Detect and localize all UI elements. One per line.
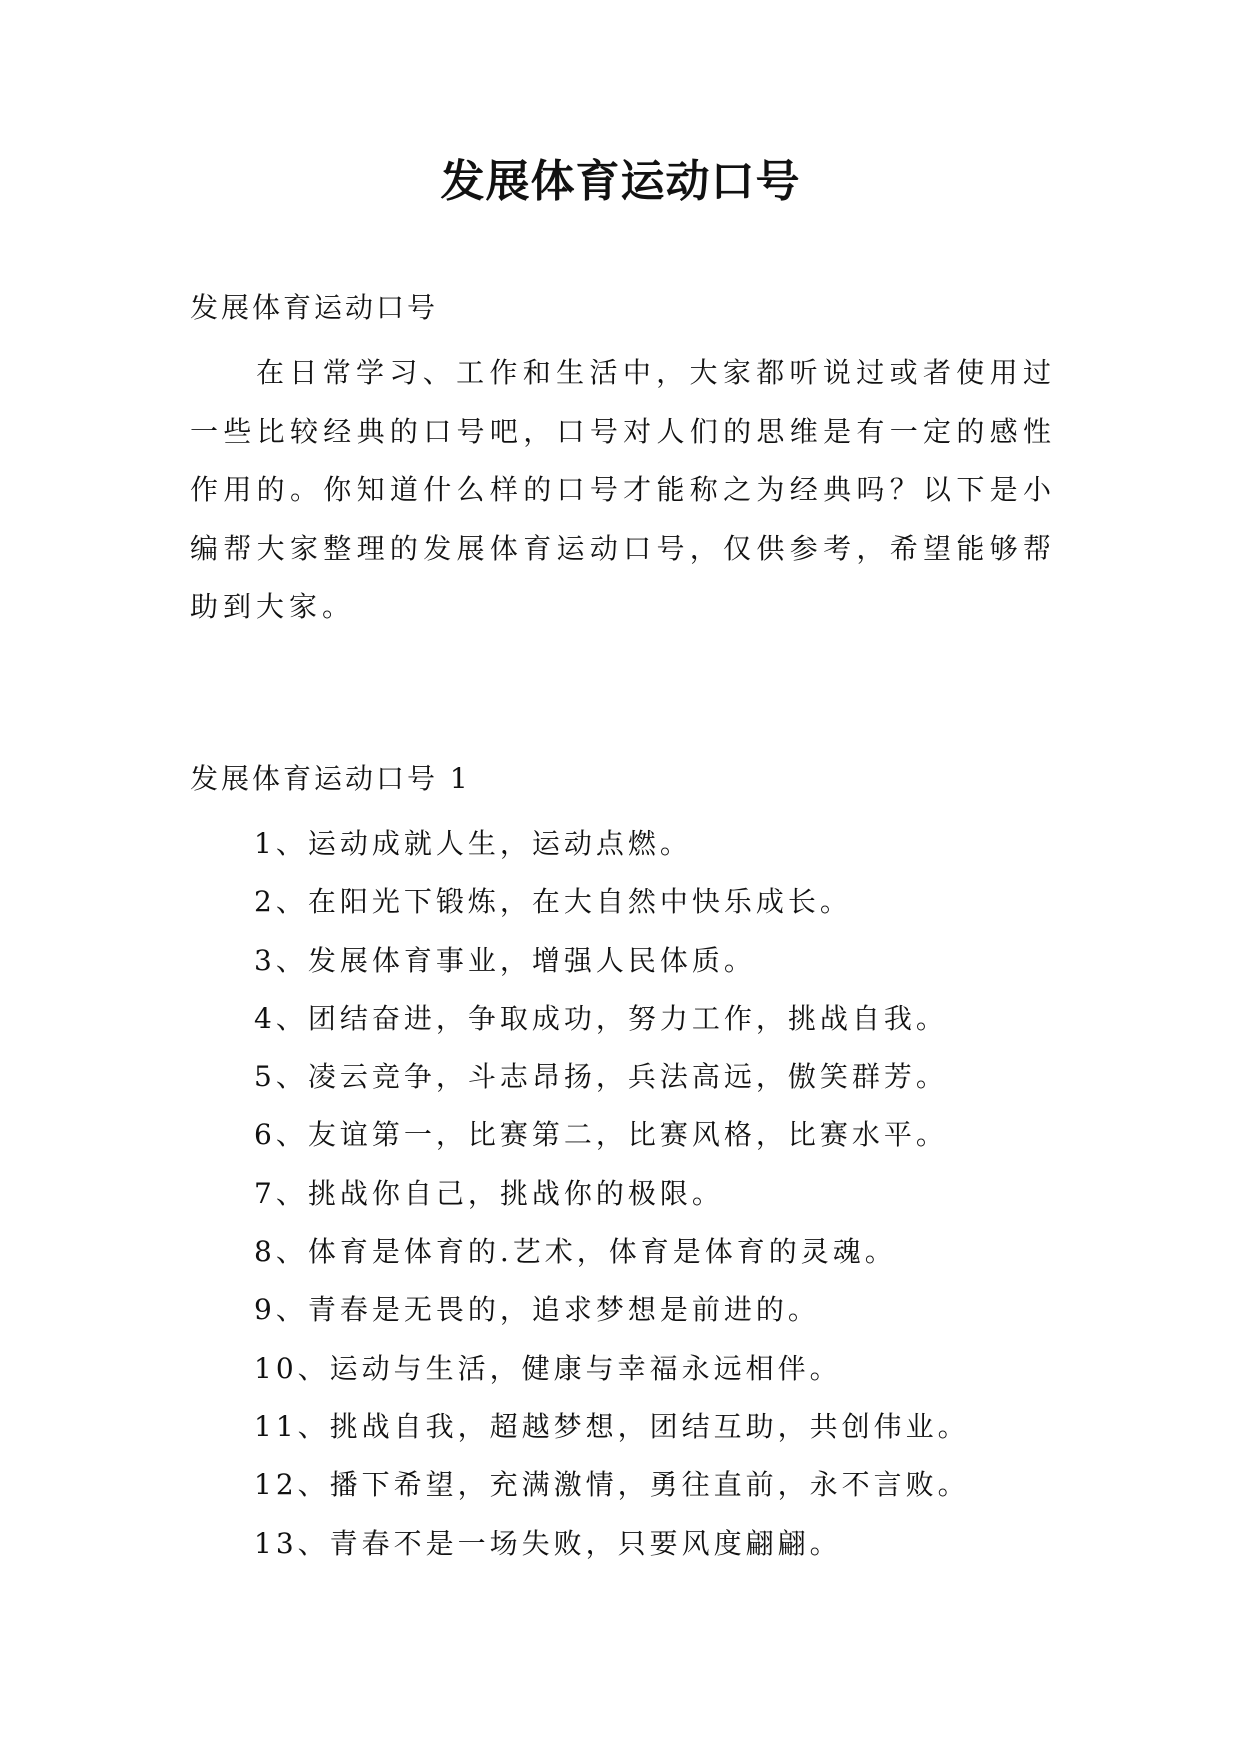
slogan-item-6: 6、友谊第一，比赛第二，比赛风格，比赛水平。 (254, 1118, 948, 1152)
slogan-item-4: 4、团结奋进，争取成功，努力工作，挑战自我。 (254, 1001, 948, 1035)
slogan-list (254, 815, 970, 1573)
document-title: 发展体育运动口号 (440, 156, 801, 207)
slogan-item-3: 3、发展体育事业，增强人民体质。 (254, 943, 756, 977)
slogan-item-2: 2、在阳光下锻炼，在大自然中快乐成长。 (254, 885, 852, 919)
slogan-item-1: 1、运动成就人生，运动点燃。 (254, 827, 692, 860)
intro-paragraph: 在日常学习、工作和生活中，大家都听说过或者使用过一些比较经典的口号吧，口号对人们的思维是有一定的感性作用的。你知道什么样的口号才能称之为经典吗？以下是小编帮大家整理的发展体育运动口号，仅供参考，希望能够帮助到大家。 (190, 356, 1056, 623)
slogan-item-8: 8、体育是体育的.艺术，体育是体育的灵魂。 (254, 1235, 897, 1269)
slogan-item-9: 9、青春是无畏的，追求梦想是前进的。 (254, 1293, 820, 1327)
slogan-item-13: 13、青春不是一场失败，只要风度翩翩。 (254, 1526, 842, 1560)
section-heading: 发展体育运动口号 1 (190, 762, 471, 795)
slogan-item-7: 7、挑战你自己，挑战你的极限。 (254, 1176, 724, 1210)
slogan-item-11: 11、挑战自我，超越梦想，团结互助，共创伟业。 (254, 1409, 970, 1443)
slogan-item-5: 5、凌云竞争，斗志昂扬，兵法高远，傲笑群芳。 (254, 1060, 948, 1094)
document-subheading: 发展体育运动口号 (190, 291, 439, 324)
slogan-item-12: 12、播下希望，充满激情，勇往直前，永不言败。 (254, 1468, 970, 1502)
slogan-item-10: 10、运动与生活，健康与幸福永远相伴。 (254, 1351, 842, 1385)
